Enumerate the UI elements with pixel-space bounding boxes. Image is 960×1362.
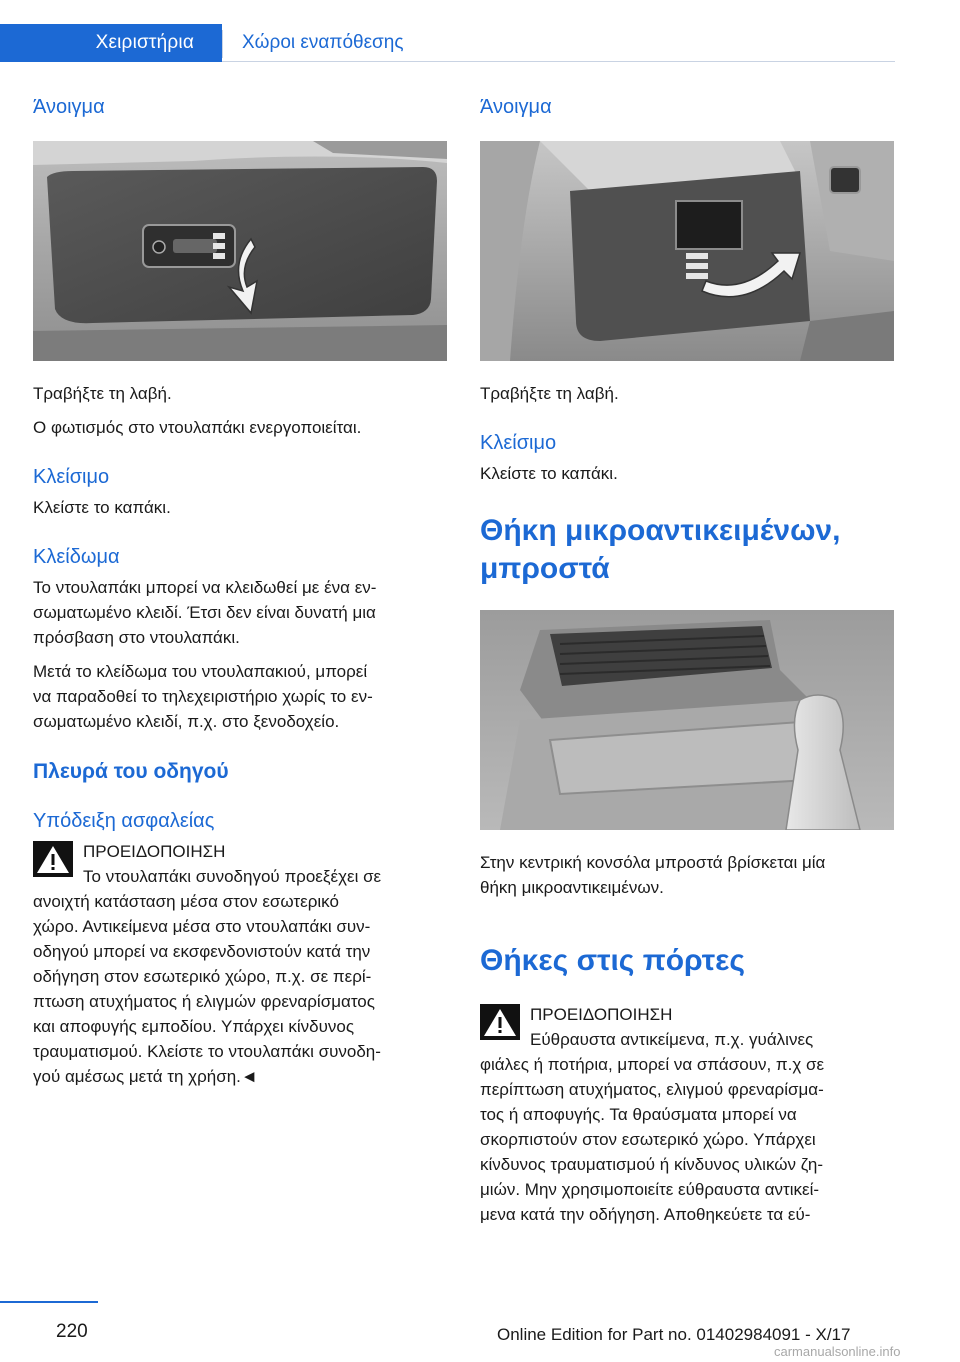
text-lock: Το ντουλαπάκι μπορεί να κλειδωθεί με ένα εν- σωματωμένο κλειδί. Έτσι δεν είναι δυνατή μια πρόσβαση στο ντουλαπάκι. [33, 578, 377, 647]
chapter-tab: Χειριστήρια [0, 24, 222, 62]
heading-front-tray: Θήκη μικροαντικειμένων, μπροστά [480, 514, 841, 585]
page-number: 220 [56, 1321, 88, 1342]
section-tab: Χώροι εναπόθεσης [222, 24, 895, 62]
warning-text-line: πτωση ατυχήματος ή ελιγμών φρεναρίσματος [33, 992, 375, 1011]
warning-text-line: οδήγηση στον εσωτερικό χώρο, π.χ. σε περί- [33, 967, 372, 986]
page-header [0, 0, 895, 62]
heading-closing: Κλείσιμο [33, 466, 110, 488]
left-column [33, 96, 449, 1089]
warning-text-line: γού αμέσως μετά τη χρήση.◄ [33, 1067, 258, 1086]
warning-text-line: τραυματισμού. Κλείστε το ντουλαπάκι συνοδη- [33, 1042, 381, 1061]
heading-opening-driver: Άνοιγμα [480, 96, 552, 118]
heading-driver-side: Πλευρά του οδηγού [33, 760, 229, 783]
text-close-lid: Κλείστε το καπάκι. [33, 498, 171, 517]
heading-safety-note: Υπόδειξη ασφαλείας [33, 810, 215, 832]
heading-closing-right: Κλείσιμο [480, 432, 557, 454]
warning-title: ΠΡΟΕΙΔΟΠΟΙΗΣΗ [83, 842, 226, 861]
warning-text-line: Εύθραυστα αντικείμενα, π.χ. γυάλινες [530, 1030, 814, 1049]
heading-locking: Κλείδωμα [33, 546, 120, 568]
warning-block-door-pockets [480, 1002, 896, 1227]
warning-text-line: ανοιχτή κατάσταση μέσα στον εσωτερικό [33, 892, 339, 911]
warning-text-line: περίπτωση ατυχήματος, ελιγμού φρεναρίσμα- [480, 1080, 824, 1099]
warning-text-line: μενα κατά την οδήγηση. Αποθηκεύετε τα εύ- [480, 1205, 811, 1224]
warning-text-line: οδηγού μπορεί να εκσφενδονιστούν κατά την [33, 942, 371, 961]
text-tray-description: Στην κεντρική κονσόλα μπροστά βρίσκεται μία θήκη μικροαντικειμένων. [480, 853, 826, 897]
warning-triangle-icon [480, 1004, 520, 1040]
warning-text-line: Το ντουλαπάκι συνοδηγού προεξέχει σε [83, 867, 382, 886]
watermark: carmanualsonline.info [774, 1344, 901, 1359]
warning-title: ΠΡΟΕΙΔΟΠΟΙΗΣΗ [530, 1005, 673, 1024]
heading-opening-glovebox: Άνοιγμα [33, 96, 105, 118]
right-column [480, 96, 896, 1227]
warning-text-line: κίνδυνος τραυματισμού ή κίνδυνος υλικών ζη- [480, 1155, 824, 1174]
warning-text-line: τος ή αποφυγής. Τα θραύσματα μπορεί να [480, 1105, 797, 1124]
warning-text-line: μιών. Μην χρησιμοποιείτε εύθραυστα αντικεί- [480, 1180, 820, 1199]
text-close-lid-right: Κλείστε το καπάκι. [480, 464, 618, 483]
driver-compartment-figure [480, 141, 894, 361]
warning-text-line: και αποφυγής εμποδίου. Υπάρχει κίνδυνος [33, 1017, 355, 1036]
text-pull-handle: Τραβήξτε τη λαβή. [33, 384, 172, 403]
warning-text-line: χώρο. Αντικείμενα μέσα στο ντουλαπάκι συν- [33, 917, 371, 936]
footer-rule [0, 1301, 98, 1303]
heading-door-pockets: Θήκες στις πόρτες [480, 944, 745, 977]
text-after-lock: Μετά το κλείδωμα του ντουλαπακιού, μπορεί να παραδοθεί το τηλεχειριστήριο χωρίς το εν- σωματωμένο κλειδί, π.χ. στο ξενοδοχείο. [33, 662, 373, 731]
text-light-on: Ο φωτισμός στο ντουλαπάκι ενεργοποιείται. [33, 418, 362, 437]
warning-block-glovebox [33, 839, 449, 1089]
center-console-tray-figure [480, 610, 894, 830]
edition-info: Online Edition for Part no. 01402984091 - X/17 [497, 1325, 851, 1344]
text-pull-handle-right: Τραβήξτε τη λαβή. [480, 384, 619, 403]
warning-triangle-icon [33, 841, 73, 877]
glovebox-handle-figure [33, 141, 447, 361]
warning-text-line: φιάλες ή ποτήρια, μπορεί να σπάσουν, π.χ σε [480, 1055, 825, 1074]
warning-text-line: σκορπιστούν στον εσωτερικό χώρο. Υπάρχει [480, 1130, 816, 1149]
